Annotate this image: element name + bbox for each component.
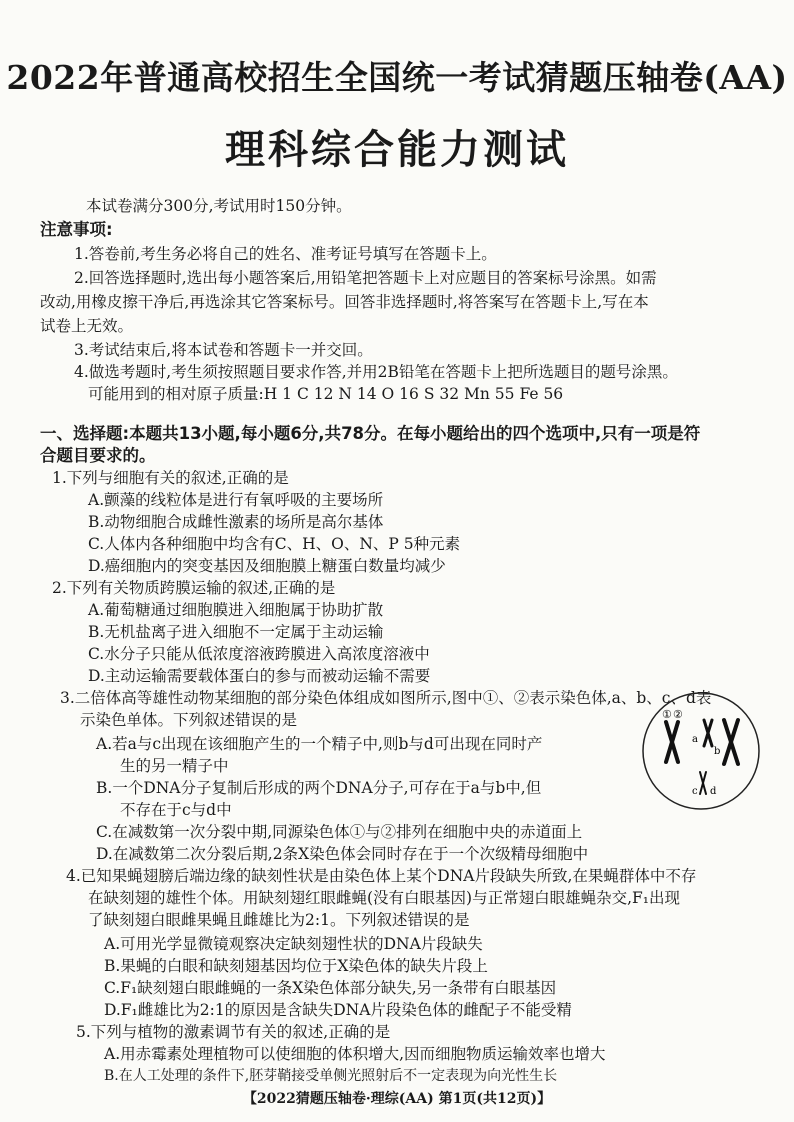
label-b: b	[714, 746, 721, 757]
option-line: B.一个DNA分子复制后形成的两个DNA分子,可存在于a与b中,但	[96, 779, 542, 797]
chromosome-y	[700, 772, 706, 794]
option-line: C.F₁缺刻翅白眼雌蝇的一条X染色体部分缺失,另一条带有白眼基因	[104, 979, 557, 997]
option-line: 生的另一精子中	[120, 757, 229, 775]
option-line: C.水分子只能从低浓度溶液跨膜进入高浓度溶液中	[88, 645, 430, 663]
label-2: ②	[673, 708, 683, 721]
label-1: ①	[662, 708, 672, 721]
option-line: D.F₁雌雄比为2:1的原因是含缺失DNA片段染色体的雌配子不能受精	[104, 1001, 572, 1019]
label-c: c	[692, 786, 698, 797]
option-line: C.人体内各种细胞中均含有C、H、O、N、P 5种元素	[88, 535, 461, 553]
option-line: A.颤藻的线粒体是进行有氧呼吸的主要场所	[88, 491, 384, 509]
option-line: D.主动运输需要载体蛋白的参与而被动运输不需要	[88, 667, 431, 685]
option-line: A.用赤霉素处理植物可以使细胞的体积增大,因而细胞物质运输效率也增大	[104, 1045, 606, 1063]
notice-line: 3.考试结束后,将本试卷和答题卡一并交回。	[74, 341, 373, 359]
chromosome-figure	[640, 690, 762, 812]
notice-line: 1.答卷前,考生务必将自己的姓名、准考证号填写在答题卡上。	[74, 245, 497, 263]
option-line: C.在减数第一次分裂中期,同源染色体①与②排列在细胞中央的赤道面上	[96, 823, 583, 841]
question-stem: 4.已知果蝇翅膀后端边缘的缺刻性状是由染色体上某个DNA片段缺失所致,在果蝇群体中不存	[66, 867, 697, 885]
notice-line: 试卷上无效。	[40, 317, 134, 335]
option-line: 不存在于c与d中	[120, 801, 232, 819]
exam-title: 2022年普通高校招生全国统一考试猜题压轴卷(AA)	[6, 58, 788, 97]
question-stem: 3.二倍体高等雄性动物某细胞的部分染色体组成如图所示,图中①、②表示染色体,a、b、c、d表	[60, 689, 712, 707]
page-footer: 【2022猜题压轴卷·理综(AA) 第1页(共12页)】	[242, 1091, 552, 1107]
section-heading-cont: 合题目要求的。	[40, 446, 156, 465]
chromosome-2	[704, 720, 712, 746]
option-line: A.若a与c出现在该细胞产生的一个精子中,则b与d可出现在同时产	[96, 735, 543, 753]
notice-line: 4.做选考题时,考生须按照题目要求作答,并用2B铅笔在答题卡上把所选题目的题号涂黑。	[74, 363, 678, 381]
option-line: B.无机盐离子进入细胞不一定属于主动运输	[88, 623, 384, 641]
question-stem-cont: 了缺刻翅白眼雌果蝇且雌雄比为2:1。下列叙述错误的是	[88, 911, 470, 929]
notice-heading: 注意事项:	[40, 220, 113, 239]
intro-line: 本试卷满分300分,考试用时150分钟。	[86, 197, 352, 215]
label-d: d	[710, 786, 717, 797]
option-line: B.果蝇的白眼和缺刻翅基因均位于X染色体的缺失片段上	[104, 957, 488, 975]
chromosome-1	[666, 722, 678, 762]
option-line: D.在减数第二次分裂后期,2条X染色体会同时存在于一个次级精母细胞中	[96, 845, 589, 863]
question-stem-cont: 示染色单体。下列叙述错误的是	[80, 711, 298, 729]
option-line: A.葡萄糖通过细胞膜进入细胞属于协助扩散	[88, 601, 384, 619]
question-stem: 1.下列与细胞有关的叙述,正确的是	[52, 469, 289, 487]
question-stem: 2.下列有关物质跨膜运输的叙述,正确的是	[52, 579, 336, 597]
notice-line: 改动,用橡皮擦干净后,再选涂其它答案标号。回答非选择题时,将答案写在答题卡上,写在本	[40, 293, 649, 311]
exam-subtitle: 理科综合能力测试	[225, 126, 569, 173]
option-line: B.在人工处理的条件下,胚芽鞘接受单侧光照射后不一定表现为向光性生长	[104, 1068, 558, 1084]
question-stem: 5.下列与植物的激素调节有关的叙述,正确的是	[76, 1023, 391, 1041]
notice-line: 2.回答选择题时,选出每小题答案后,用铅笔把答题卡上对应题目的答案标号涂黑。如需	[74, 269, 657, 287]
atomic-mass-line: 可能用到的相对原子质量:H 1 C 12 N 14 O 16 S 32 Mn 55 Fe 56	[88, 385, 564, 403]
chromosome-x	[724, 720, 738, 764]
section-heading: 一、选择题:本题共13小题,每小题6分,共78分。在每小题给出的四个选项中,只有一项是符	[40, 424, 701, 443]
option-line: D.癌细胞内的突变基因及细胞膜上糖蛋白数量均减少	[88, 557, 446, 575]
option-line: A.可用光学显微镜观察决定缺刻翅性状的DNA片段缺失	[104, 935, 483, 953]
option-line: B.动物细胞合成雌性激素的场所是高尔基体	[88, 513, 384, 531]
question-stem-cont: 在缺刻翅的雄性个体。用缺刻翅红眼雌蝇(没有白眼基因)与正常翅白眼雄蝇杂交,F₁出现	[88, 889, 680, 907]
label-a: a	[692, 734, 698, 745]
